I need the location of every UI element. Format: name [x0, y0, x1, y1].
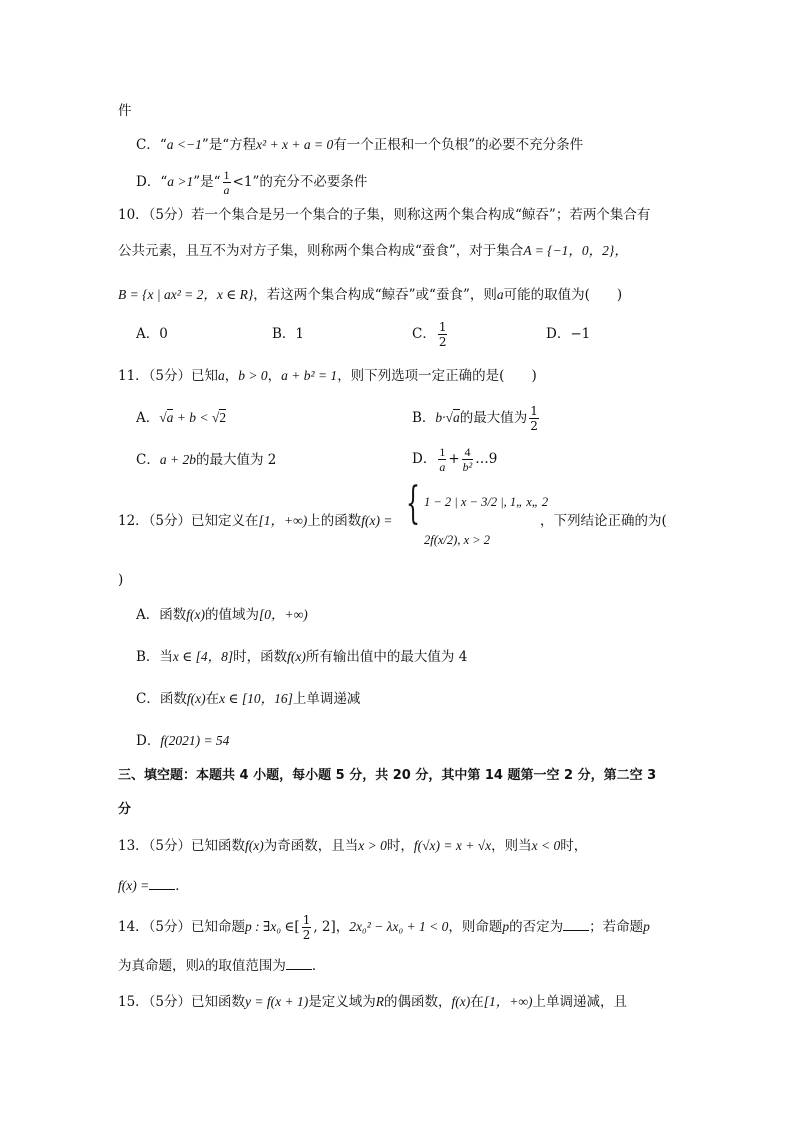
q10-option-c — [412, 316, 449, 352]
q12-piece1 — [424, 492, 548, 512]
q11-option-d — [412, 440, 497, 478]
q9-c-text2: 有一个正根和一个负根”的必要不充分条件 — [333, 137, 584, 153]
fraction-denominator: 2 — [530, 419, 538, 433]
q12-stem-a: 12．（5分）已知定义在 — [118, 513, 259, 529]
q11-d-plus: + — [448, 451, 460, 467]
q11-comma2: ， — [267, 368, 282, 384]
answer-blank[interactable] — [149, 877, 175, 890]
q15-func: y = f(x + 1) — [245, 994, 309, 1009]
q14-period: ． — [311, 958, 326, 974]
q14-f: ，则命题 — [448, 919, 503, 935]
q14-m: 的取值范围为 — [204, 958, 286, 974]
q9-c-condition: a <−1 — [166, 137, 202, 152]
q10-d-text: D．−1 — [546, 326, 591, 342]
q14-bracket: [ — [294, 919, 300, 935]
q12-option-d — [136, 731, 229, 751]
q11-b-label: B． — [412, 410, 436, 426]
q12-b-cond: x ∈ [4，8] — [172, 649, 234, 664]
piecewise-brace: { — [406, 478, 420, 529]
q10-c-fraction — [438, 320, 448, 349]
q13-i: 时， — [560, 838, 588, 854]
q12-option-b — [136, 647, 467, 667]
q15-g: 在 — [470, 994, 484, 1010]
q9-d-end: ”的充分不必要条件 — [252, 174, 368, 190]
q13-answer — [118, 876, 189, 896]
fraction-denominator: a — [223, 183, 230, 197]
q12-piece2-text: 2f(x/2), x > 2 — [424, 533, 491, 547]
q9-d-fraction — [223, 168, 231, 197]
q12-c-end: 上单调递减 — [292, 691, 361, 707]
q11-var-a: a — [218, 368, 225, 383]
q13-e: 时， — [386, 838, 414, 854]
q11-option-a: A．√a + b < √2 — [136, 410, 227, 426]
fraction-denominator: 2 — [302, 928, 311, 942]
q12-domain: [1，+∞) — [258, 513, 308, 528]
q12-close — [118, 570, 123, 590]
q11-d-fraction2 — [462, 445, 474, 474]
q10-stem-4: 可能的取值为( ) — [503, 287, 623, 303]
q15-a: 15．（5分）已知函数 — [118, 994, 246, 1010]
q14-ineq: 2x₀² − λx₀ + 1 < 0 — [349, 919, 449, 934]
q11-a-mid: + b < — [173, 410, 212, 425]
answer-blank[interactable] — [563, 918, 589, 931]
q14-comma: ， — [335, 919, 350, 935]
q12-option-c — [136, 689, 360, 709]
q13-cond2: x < 0 — [531, 838, 561, 853]
fraction-numerator: 1 — [223, 168, 230, 182]
q9-d-text: ”是“ — [193, 174, 221, 190]
q12-a-expr: f(x) — [186, 607, 205, 622]
section3-heading-cont — [118, 800, 131, 820]
q10-option-a — [136, 324, 168, 344]
q14-p2: p — [643, 919, 650, 934]
continuation-char: 件 — [118, 103, 132, 119]
q12-c-mid: 在 — [205, 691, 220, 707]
q11-b-expr: b· — [435, 410, 446, 425]
q15-R: R — [375, 994, 384, 1009]
q14-prop: p : ∃x₀ ∈ — [245, 919, 295, 934]
q11-stem — [118, 366, 537, 386]
q14-fraction — [302, 913, 312, 942]
q12-piece1-text: 1 − 2 | x − 3/2 |, 1„ x„ 2 — [424, 495, 549, 509]
fraction-denominator: a — [439, 460, 446, 474]
q9-option-d — [136, 168, 367, 197]
q11-d-tail: …9 — [475, 451, 498, 467]
q12-c-cond: x ∈ [10，16] — [219, 691, 293, 706]
q11-c-text: 的最大值为 2 — [195, 452, 277, 468]
q11-b-radicand: a — [452, 410, 460, 425]
q12-stem-end — [540, 511, 667, 531]
q12-b-end: 所有输出值中的最大值为 4 — [305, 649, 468, 665]
q12-option-a — [136, 605, 308, 625]
q11-a-radicand2: 2 — [219, 410, 227, 425]
q12-a-text: A．函数 — [136, 607, 187, 623]
q14-k: 为真命题，则 — [118, 958, 199, 974]
q9-d-condition: a >1 — [167, 174, 194, 189]
q14-stem-cont — [118, 956, 325, 976]
q9-c-prefix: C．“ — [136, 137, 167, 153]
q12-close-paren: ) — [118, 572, 124, 588]
q15-fx: f(x) — [451, 994, 471, 1009]
q10-set-a: A = {−1，0，2}， — [523, 243, 628, 258]
q10-line3 — [118, 285, 622, 305]
q10-b-text: B．1 — [272, 326, 305, 342]
q13-stem — [118, 836, 587, 856]
q11-comma: ， — [224, 368, 239, 384]
fraction-denominator: 2 — [438, 335, 447, 349]
fraction-numerator: 1 — [302, 913, 311, 927]
q14-lambda: λ — [199, 958, 205, 973]
fraction-numerator: 1 — [439, 445, 446, 459]
q10-stem-1: 10．（5分）若一个集合是另一个集合的子集，则称这两个集合构成“鲸吞”；若两个集合有 — [118, 207, 651, 223]
q9-c-text1: ”是“方程 — [201, 137, 257, 153]
q13-period: ． — [175, 878, 189, 894]
q10-set-b: B = {x | ax² = 2，x ∈ R} — [118, 287, 254, 302]
q13-func: f(x) — [245, 838, 264, 853]
q11-stem-end: ，则下列选项一定正确的是( ) — [337, 368, 537, 384]
q11-c-label: C． — [136, 452, 160, 468]
q13-def: f(√x) = x + √x — [413, 838, 492, 853]
q11-b-text: 的最大值为 — [459, 410, 528, 426]
q10-option-d — [546, 324, 590, 344]
q13-cond1: x > 0 — [358, 838, 387, 853]
q11-stem-a: 11．（5分）已知 — [118, 368, 219, 384]
q14-bracket-end: , 2] — [313, 919, 336, 935]
q9-c-equation: x² + x + a = 0 — [256, 137, 334, 152]
q11-option-b: B．b·√a的最大值为 $\frac{1}{2}$ — [412, 404, 538, 433]
q12-c-expr: f(x) — [186, 691, 206, 706]
q12-a-range: [0，+∞) — [258, 607, 308, 622]
q13-c: 为奇函数，且当 — [263, 838, 359, 854]
q11-a-label: A． — [136, 410, 160, 426]
q12-b-text: B．当 — [136, 649, 173, 665]
q10-line2 — [118, 241, 628, 261]
fraction-denominator: b² — [462, 460, 473, 474]
section3-heading — [118, 766, 656, 786]
q15-interval: [1，+∞) — [483, 994, 533, 1009]
answer-blank[interactable] — [286, 957, 312, 970]
q15-i: 上单调递减，且 — [532, 994, 627, 1010]
q12-b-expr: f(x) — [287, 649, 306, 664]
q14-stem — [118, 912, 650, 942]
q10-option-b — [272, 324, 304, 344]
q13-a: 13．（5分）已知函数 — [118, 838, 246, 854]
q14-i: ；若命题 — [589, 919, 644, 935]
q13-g: ，则当 — [491, 838, 532, 854]
q9-option-c — [136, 135, 583, 155]
q11-a-radicand1: a — [166, 410, 174, 425]
q10-c-label: C． — [412, 326, 436, 342]
q12-piece2 — [424, 530, 490, 550]
q11-option-c — [136, 450, 276, 470]
q12-a-mid: 的值域为 — [204, 607, 259, 623]
q15-e: 的偶函数， — [383, 994, 452, 1010]
q11-cond-b: b > 0 — [238, 368, 268, 383]
q10-stem-2: 公共元素，且互不为对方子集，则称两个集合构成“蚕食”，对于集合 — [118, 243, 524, 259]
continuation-text — [118, 101, 132, 121]
q9-d-prefix: D．“ — [136, 174, 168, 190]
q10-var-a: a — [496, 287, 504, 302]
q10-line1 — [118, 205, 650, 225]
q11-d-fraction1 — [438, 445, 446, 474]
q14-h: 的否定为 — [509, 919, 564, 935]
q15-stem — [118, 992, 627, 1012]
q12-d-text: D． — [136, 733, 161, 749]
q12-stem-c: 上的函数 — [307, 513, 362, 529]
q11-b-fraction — [529, 404, 539, 433]
fraction-numerator: 4 — [462, 445, 474, 460]
q9-d-lt: <1 — [232, 174, 253, 190]
q15-c: 是定义域为 — [308, 994, 376, 1010]
fraction-numerator: 1 — [438, 320, 447, 334]
q14-p: p — [502, 919, 510, 934]
fraction-numerator: 1 — [530, 404, 538, 418]
q14-a: 14．（5分）已知命题 — [118, 919, 246, 935]
q11-d-label: D． — [412, 451, 437, 467]
q10-a-text: A．0 — [136, 326, 168, 342]
q10-stem-3: ，若这两个集合构成“鲸吞”或“蚕食”，则 — [253, 287, 497, 303]
q12-c-text: C．函数 — [136, 691, 187, 707]
q13-answer-label: f(x) = — [118, 878, 150, 893]
q11-equation: a + b² = 1 — [281, 368, 338, 383]
section3-line1: 三、填空题：本题共 4 小题，每小题 5 分，共 20 分，其中第 14 题第一空 2 分，第二空 3 — [118, 768, 657, 783]
q12-stem-e: ，下列结论正确的为( — [540, 513, 667, 529]
q12-d-expr: f(2021) = 54 — [160, 733, 230, 748]
q12-func: f(x) = — [361, 513, 393, 528]
q12-b-mid: 时，函数 — [233, 649, 288, 665]
section3-line2: 分 — [118, 802, 132, 817]
q11-c-expr: a + 2b — [159, 452, 196, 467]
q12-stem — [118, 511, 392, 531]
